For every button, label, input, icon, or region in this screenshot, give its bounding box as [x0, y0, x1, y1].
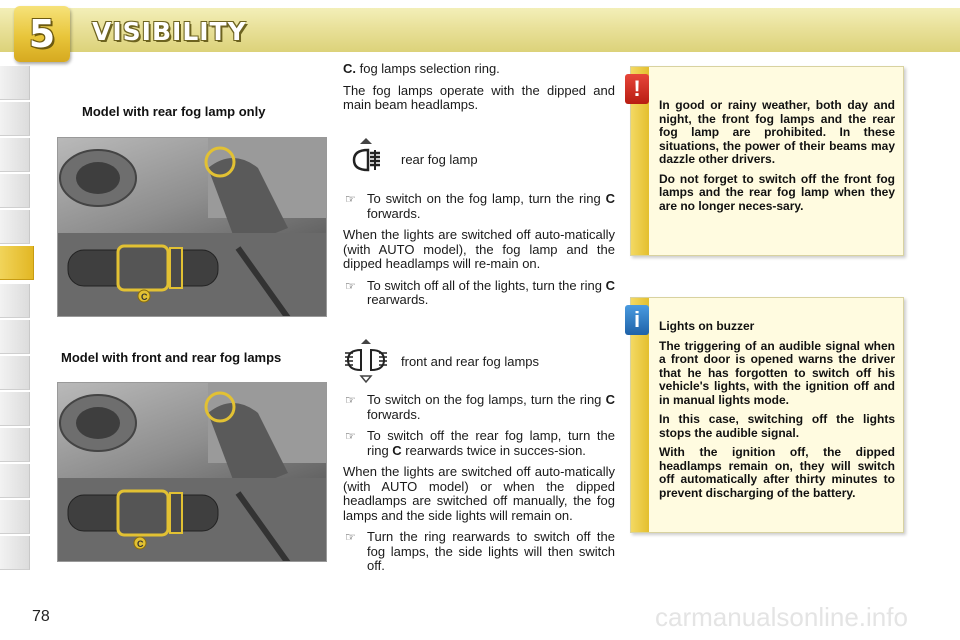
front-off-step: ☞ To switch off the rear fog lamp, turn the ring C rearwards twice in succes-sion.	[345, 428, 615, 458]
chapter-tab-5-active[interactable]	[0, 246, 34, 280]
chapter-title: VISIBILITY	[92, 17, 247, 46]
page-header	[0, 0, 960, 62]
watermark: carmanualsonline.info	[655, 602, 908, 632]
chapter-tab-12[interactable]	[0, 500, 30, 534]
chapter-tab-4b[interactable]	[0, 210, 30, 244]
front-on-step: ☞ To switch on the fog lamps, turn the ring C forwards.	[345, 392, 615, 422]
chapter-tab-4[interactable]	[0, 174, 30, 208]
stalk-illustration-rear	[58, 138, 327, 317]
info-para-3: With the ignition off, the dipped headlamps remain on, they will switch off automatically after thirty minutes to prevent discharging of the battery.	[659, 445, 895, 500]
stalk-photo-rear-fog	[57, 137, 327, 317]
operate-description: The fog lamps operate with the dipped and main beam headlamps.	[343, 82, 615, 112]
chapter-tab-3[interactable]	[0, 138, 30, 172]
page-number: 78	[32, 608, 50, 625]
warning-para-2: Do not forget to switch off the front fog lamps and the rear fog lamp when they are no longer neces-sary.	[659, 171, 895, 213]
intro-text	[343, 62, 615, 120]
rear-fog-icon-row	[343, 136, 478, 182]
rear-on-step: ☞ To switch on the fog lamp, turn the ring C forwards.	[345, 191, 615, 221]
front-rear-fog-instructions	[343, 393, 615, 581]
chapter-tab-6[interactable]	[0, 284, 30, 318]
model-front-rear-fog-label: Model with front and rear fog lamps	[61, 350, 282, 365]
chapter-tab-11[interactable]	[0, 464, 30, 498]
chapter-tabs	[0, 66, 34, 576]
chapter-tab-9[interactable]	[0, 392, 30, 426]
model-rear-fog-label: Model with rear fog lamp only	[82, 104, 266, 119]
front-turn-step: ☞ Turn the ring rearwards to switch off the fog lamps, the side lights will then switch off.	[345, 529, 615, 573]
pointing-hand-icon: ☞	[345, 393, 356, 407]
front-auto-note: When the lights are switched off auto-matically (with AUTO model) or when the dipped headlamps are switched off manually, the fog lamps and the side lights will remain on.	[343, 464, 615, 523]
info-heading: Lights on buzzer	[659, 319, 755, 333]
stalk-illustration-front-rear	[58, 383, 327, 562]
ring-description: C. fog lamps selection ring.	[343, 61, 500, 76]
ring-marker-c-2: C	[137, 539, 144, 549]
rear-fog-instructions	[343, 192, 615, 315]
ring-marker-c-1: C	[141, 292, 148, 302]
front-rear-fog-lamp-label: front and rear fog lamps	[401, 353, 540, 369]
rear-off-step: ☞ To switch off all of the lights, turn the ring C rearwards.	[345, 277, 615, 307]
pointing-hand-icon: ☞	[345, 278, 356, 293]
warning-box-content	[659, 67, 895, 213]
chapter-tab-10[interactable]	[0, 428, 30, 462]
header-top-strip	[0, 0, 960, 8]
chapter-tab-7[interactable]	[0, 320, 30, 354]
pointing-hand-icon: ☞	[345, 429, 356, 443]
chapter-tab-8[interactable]	[0, 356, 30, 390]
pointing-hand-icon: ☞	[345, 530, 356, 544]
front-rear-fog-lamp-icon	[343, 338, 389, 384]
rear-fog-lamp-icon	[343, 136, 389, 182]
warning-box	[630, 66, 904, 256]
info-para-1: The triggering of an audible signal when a front door is opened warns the driver that he has forgotten to switch off his vehicle's lights, with the ignition off and in manual lights mode.	[659, 338, 895, 407]
stalk-photo-front-rear-fog	[57, 382, 327, 562]
chapter-badge	[14, 6, 70, 62]
info-box	[630, 297, 904, 533]
warning-icon: !	[625, 74, 649, 104]
chapter-tab-2[interactable]	[0, 102, 30, 136]
warning-para-1: In good or rainy weather, both day and night, the front fog lamps and the rear fog lamp are prohibited. In these situations, the power of their beams may dazzle other drivers.	[659, 98, 895, 166]
front-rear-fog-icon-row	[343, 338, 539, 384]
info-icon: i	[625, 305, 649, 335]
rear-fog-lamp-label: rear fog lamp	[401, 151, 478, 167]
chapter-tab-1[interactable]	[0, 66, 30, 100]
chapter-tab-13[interactable]	[0, 536, 30, 570]
info-box-content	[659, 298, 895, 500]
chapter-number: 5	[28, 12, 56, 56]
rear-auto-note: When the lights are switched off auto-matically (with AUTO model), the fog lamp and the dipped headlamps will re-main on.	[343, 227, 615, 271]
pointing-hand-icon: ☞	[345, 192, 356, 206]
info-para-2: In this case, switching off the lights stops the audible signal.	[659, 412, 895, 440]
